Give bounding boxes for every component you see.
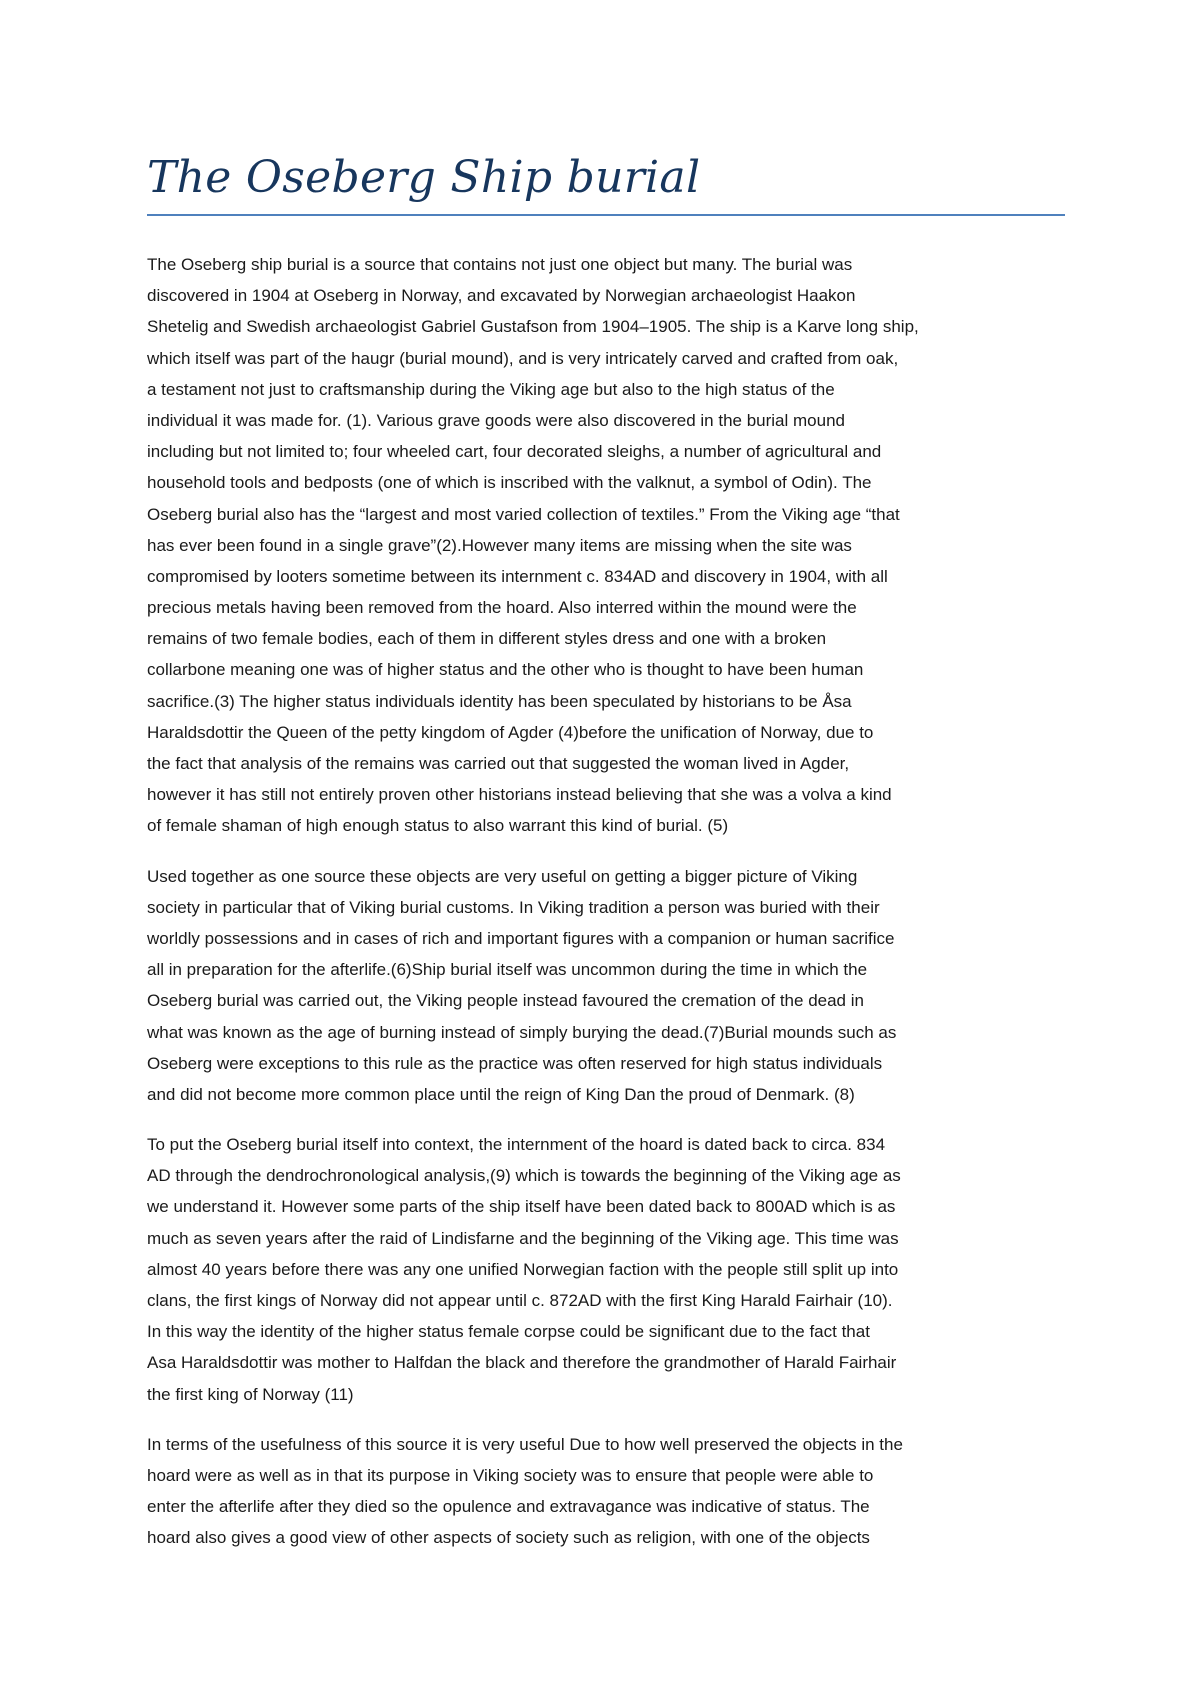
text-line: has ever been found in a single grave”(2).However many items are missing when the site was xyxy=(147,535,852,555)
text-line: sacrifice.(3) The higher status individuals identity has been speculated by historians to be Åsa xyxy=(147,691,852,711)
text-line: the fact that analysis of the remains was carried out that suggested the woman lived in Agder, xyxy=(147,754,850,773)
text-line: however it has still not entirely proven other historians instead believing that she was a volva a kind xyxy=(147,785,892,805)
text-line: what was known as the age of burning instead of simply burying the dead.(7)Burial mounds such as xyxy=(147,1022,897,1042)
text-line: discovered in 1904 at Oseberg in Norway, and excavated by Norwegian archaeologist Haakon xyxy=(147,286,856,306)
text-line: AD through the dendrochronological analysis,(9) which is towards the beginning of the Viking age as xyxy=(147,1166,901,1186)
body-paragraph xyxy=(147,249,1067,842)
text-line: compromised by looters sometime between its internment c. 834AD and discovery in 1904, with all xyxy=(147,566,888,586)
text-line: almost 40 years before there was any one unified Norwegian faction with the people still split up into xyxy=(147,1259,899,1279)
text-line: enter the afterlife after they died so the opulence and extravagance was indicative of status. The xyxy=(147,1497,870,1517)
text-line: In terms of the usefulness of this source it is very useful Due to how well preserved the objects in the xyxy=(147,1434,903,1454)
text-line: individual it was made for. (1). Various grave goods were also discovered in the burial mound xyxy=(147,410,845,430)
text-line: precious metals having been removed from the hoard. Also interred within the mound were the xyxy=(147,598,857,618)
text-line: Oseberg burial was carried out, the Viking people instead favoured the cremation of the dead in xyxy=(147,991,864,1011)
text-line: household tools and bedposts (one of which is inscribed with the valknut, a symbol of Odin). The xyxy=(147,473,872,493)
page-title: The Oseberg Ship burial xyxy=(147,152,701,203)
text-line: and did not become more common place until the reign of King Dan the proud of Denmark. (8) xyxy=(147,1084,855,1104)
text-line: the first king of Norway (11) xyxy=(147,1384,354,1404)
body-paragraph xyxy=(147,861,1067,1111)
text-line: The Oseberg ship burial is a source that contains not just one object but many. The burial was xyxy=(147,255,853,274)
text-line: much as seven years after the raid of Lindisfarne and the beginning of the Viking age. This time was xyxy=(147,1228,899,1248)
text-line: hoard also gives a good view of other aspects of society such as religion, with one of the objects xyxy=(147,1528,870,1548)
text-line: including but not limited to; four wheeled cart, four decorated sleighs, a number of agricultural and xyxy=(147,442,882,462)
text-line: worldly possessions and in cases of rich and important figures with a companion or human sacrifice xyxy=(147,928,895,948)
text-line: all in preparation for the afterlife.(6)Ship burial itself was uncommon during the time in which the xyxy=(147,960,868,980)
document-body xyxy=(147,249,1067,1573)
text-line: a testament not just to craftsmanship during the Viking age but also to the high status of the xyxy=(147,379,835,399)
text-line: Shetelig and Swedish archaeologist Gabriel Gustafson from 1904–1905. The ship is a Karve long ship, xyxy=(147,317,919,337)
text-line: which itself was part of the haugr (burial mound), and is very intricately carved and crafted from oak, xyxy=(147,348,899,368)
text-line: Oseberg burial also has the “largest and most varied collection of textiles.” From the Viking age “that xyxy=(147,504,900,524)
text-line: remains of two female bodies, each of them in different styles dress and one with a broken xyxy=(147,629,827,649)
text-line: clans, the first kings of Norway did not appear until c. 872AD with the first King Harald Fairhair (10). xyxy=(147,1291,893,1310)
text-line: To put the Oseberg burial itself into context, the internment of the hoard is dated back to circa. 834 xyxy=(147,1135,886,1155)
text-line: we understand it. However some parts of the ship itself have been dated back to 800AD which is as xyxy=(147,1197,896,1217)
text-line: Asa Haraldsdottir was mother to Halfdan the black and therefore the grandmother of Harald Fairhair xyxy=(147,1353,897,1373)
text-line: of female shaman of high enough status to also warrant this kind of burial. (5) xyxy=(147,816,729,836)
text-line: collarbone meaning one was of higher status and the other who is thought to have been human xyxy=(147,660,864,680)
body-paragraph xyxy=(147,1129,1067,1410)
text-line: Used together as one source these objects are very useful on getting a bigger picture of Viking xyxy=(147,866,858,886)
text-line: hoard were as well as in that its purpose in Viking society was to ensure that people were able to xyxy=(147,1465,874,1485)
text-line: society in particular that of Viking burial customs. In Viking tradition a person was buried with their xyxy=(147,897,880,917)
text-line: In this way the identity of the higher status female corpse could be significant due to the fact that xyxy=(147,1322,870,1342)
text-line: Oseberg were exceptions to this rule as the practice was often reserved for high status individuals xyxy=(147,1053,883,1073)
text-line: Haraldsdottir the Queen of the petty kingdom of Agder (4)before the unification of Norway, due to xyxy=(147,722,874,742)
body-paragraph xyxy=(147,1429,1067,1554)
title-underline xyxy=(147,214,1065,216)
